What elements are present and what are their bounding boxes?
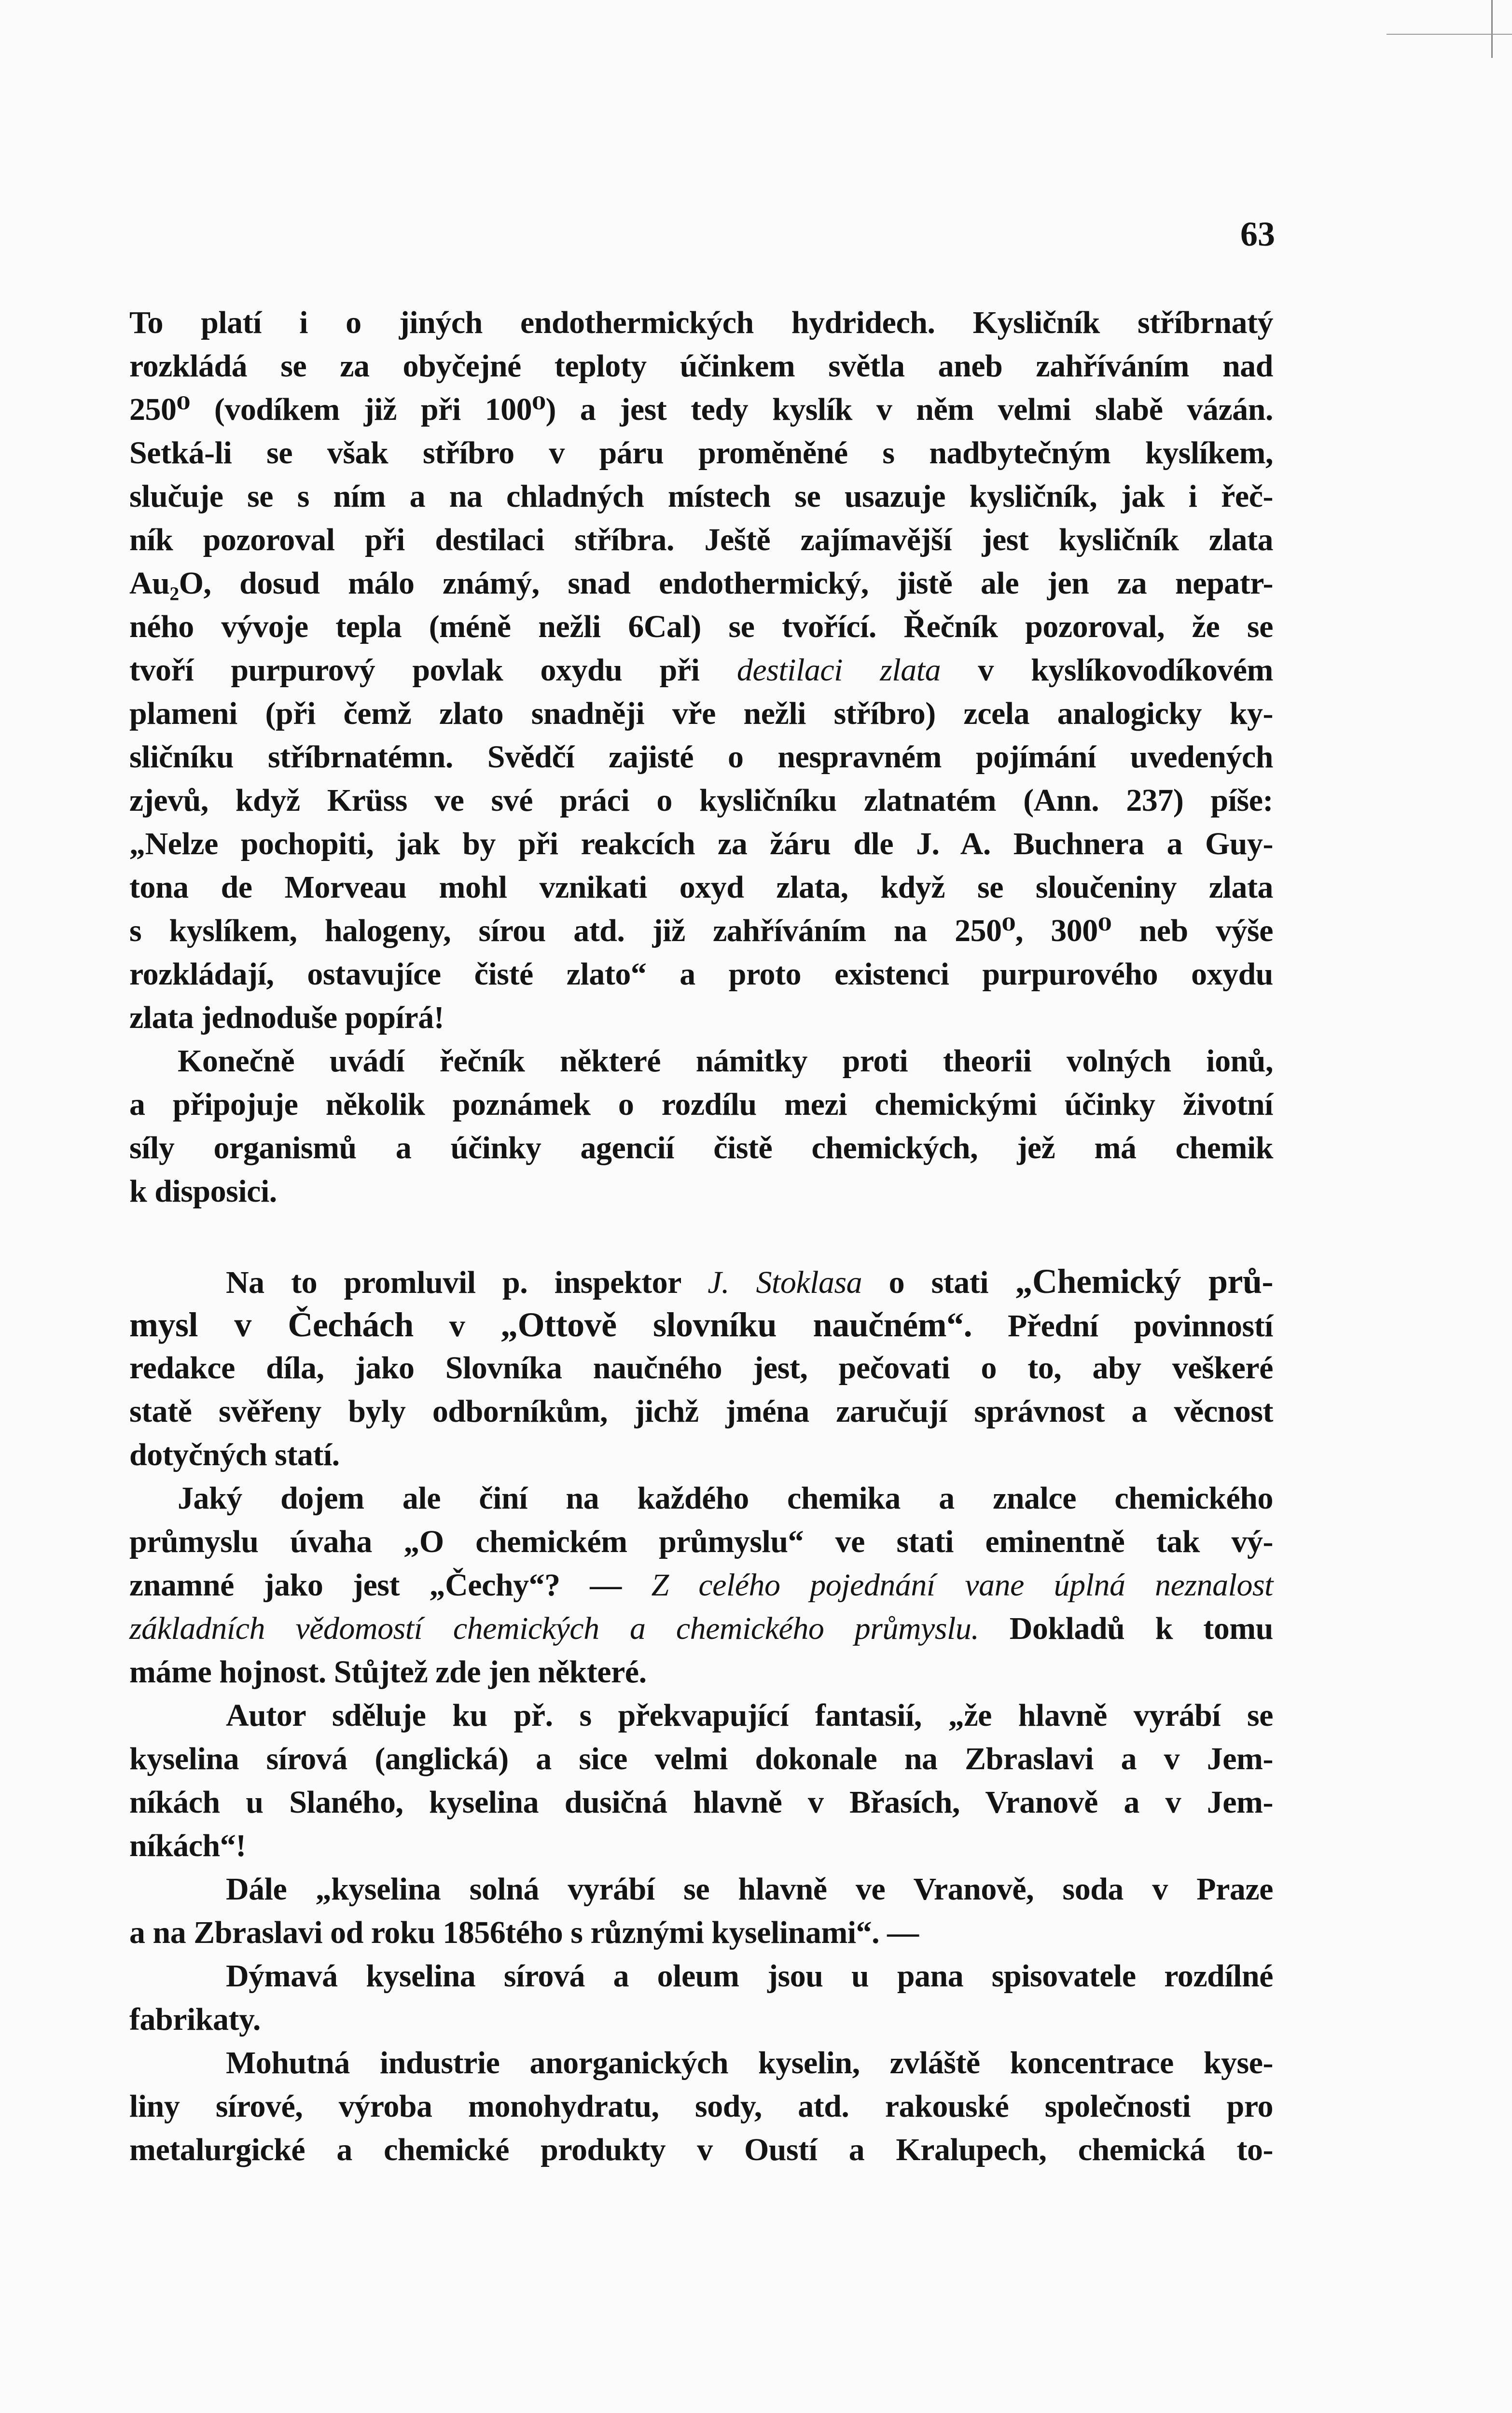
- text-segment: síly organismů a účinky agencií čistě chemických, jež má chemik: [129, 1130, 1273, 1165]
- text-segment: To platí i o jiných endothermických hydridech. Kysličník stříbrnatý: [129, 305, 1273, 340]
- text-line: [129, 518, 1273, 562]
- text-segment: tvoří purpurový povlak oxydu při: [129, 652, 737, 688]
- text-segment: Dokladů k tomu: [979, 1611, 1273, 1646]
- text-line: [129, 1390, 1273, 1433]
- text-segment: níkách u Slaného, kyselina dusičná hlavně v Břasích, Vranově a v Jem-: [129, 1785, 1273, 1820]
- text-segment: dotyčných statí.: [129, 1437, 340, 1472]
- text-line: [129, 735, 1273, 779]
- text-line: [226, 1260, 1273, 1303]
- text-line: [129, 1998, 1273, 2041]
- text-segment: metalurgické a chemické produkty v Oustí a Kralupech, chemická to-: [129, 2132, 1273, 2167]
- italic-text: destilaci zlata: [736, 652, 941, 688]
- text-segment: v: [413, 1308, 501, 1344]
- text-line: [226, 1868, 1273, 1911]
- text-line: [129, 1564, 1273, 1607]
- text-line: [226, 1955, 1273, 1998]
- text-segment: a na Zbraslavi od roku 1856tého s různými kyselinami“. —: [129, 1915, 919, 1950]
- text-segment: Autor sděluje ku př. s překvapující fantasií, „že hlavně vyrábí se: [226, 1698, 1273, 1733]
- text-line: [129, 1781, 1273, 1824]
- text-segment: v kyslíkovodíkovém: [941, 652, 1273, 688]
- text-line: [129, 301, 1273, 345]
- text-segment: níkách“!: [129, 1828, 246, 1863]
- text-line: [129, 909, 1273, 953]
- text-segment: sličníku stříbrnatémn. Svědčí zajisté o nespravném pojímání uvedených: [129, 739, 1273, 775]
- text-line: [129, 1737, 1273, 1781]
- text-line: [129, 2128, 1273, 2172]
- text-line: [129, 1607, 1273, 1650]
- text-line: [129, 1650, 1273, 1694]
- text-segment: slučuje se s ním a na chladných místech se usazuje kysličník, jak i řeč-: [129, 479, 1273, 514]
- bold-text: mysl v Čechách: [129, 1305, 414, 1344]
- bold-text: „Chemický prů-: [1015, 1262, 1273, 1301]
- italic-text: J. Stoklasa: [707, 1265, 862, 1300]
- text-segment: ník pozoroval při destilaci stříbra. Ještě zajímavější jest kysličník zlata: [129, 522, 1273, 557]
- text-line: [129, 605, 1273, 649]
- text-line: [129, 1170, 1273, 1213]
- text-line: [129, 562, 1273, 605]
- text-line: [129, 1911, 1273, 1955]
- text-segment: Mohutná industrie anorganických kyselin, zvláště koncentrace kyse-: [226, 2045, 1273, 2080]
- text-segment: Konečně uvádí řečník některé námitky proti theorii volných ionů,: [178, 1043, 1273, 1079]
- text-segment: ného vývoje tepla (méně nežli 6Cal) se tvořící. Řečník pozoroval, že se: [129, 609, 1273, 644]
- text-line: [129, 2085, 1273, 2128]
- text-segment: průmyslu úvaha „O chemickém průmyslu“ ve stati eminentně tak vý-: [129, 1524, 1273, 1559]
- text-segment: kyselina sírová (anglická) a sice velmi dokonale na Zbraslavi a v Jem-: [129, 1741, 1273, 1776]
- bold-text: „Ottově slovníku naučném“.: [500, 1305, 972, 1344]
- text-line: [129, 1303, 1273, 1346]
- text-segment: fabrikaty.: [129, 2002, 261, 2037]
- text-line: [226, 1694, 1273, 1737]
- scan-edge-artifact: [1387, 34, 1512, 35]
- italic-text: základních vědomostí chemických a chemického průmyslu.: [129, 1611, 979, 1646]
- text-line: [178, 1477, 1273, 1520]
- text-segment: a připojuje několik poznámek o rozdílu mezi chemickými účinky životní: [129, 1087, 1273, 1122]
- text-segment: zjevů, když Krüss ve své práci o kysličníku zlatnatém (Ann. 237) píše:: [129, 783, 1273, 818]
- text-segment: máme hojnost. Stůjtež zde jen některé.: [129, 1654, 647, 1690]
- text-line: [129, 431, 1273, 475]
- text-line: [129, 1346, 1273, 1390]
- text-segment: o stati: [862, 1265, 1015, 1300]
- text-segment: Dýmavá kyselina sírová a oleum jsou u pana spisovatele rozdílné: [226, 1958, 1273, 1994]
- text-segment: zlata jednoduše popírá!: [129, 1000, 444, 1035]
- text-segment: redakce díla, jako Slovníka naučného jest, pečovati o to, aby veškeré: [129, 1350, 1273, 1386]
- text-line: [129, 1433, 1273, 1477]
- text-line: [129, 692, 1273, 735]
- text-line: [129, 866, 1273, 909]
- text-segment: „Nelze pochopiti, jak by při reakcích za žáru dle J. A. Buchnera a Guy-: [129, 826, 1273, 861]
- text-line: [226, 2041, 1273, 2085]
- text-line: [129, 475, 1273, 518]
- text-line: [129, 822, 1273, 866]
- page-number: 63: [1240, 215, 1275, 253]
- page-header: [0, 212, 1512, 301]
- text-line: [129, 345, 1273, 388]
- text-segment: rozkládá se za obyčejné teploty účinkem světla aneb zahříváním nad: [129, 348, 1273, 384]
- text-segment: s kyslíkem, halogeny, sírou atd. již zahříváním na 250⁰, 300⁰ neb výše: [129, 913, 1273, 948]
- text-segment: 250⁰ (vodíkem již při 100⁰) a jest tedy kyslík v něm velmi slabě vázán.: [129, 392, 1273, 427]
- text-line: [129, 1520, 1273, 1564]
- text-segment: tona de Morveau mohl vznikati oxyd zlata, když se sloučeniny zlata: [129, 870, 1273, 905]
- text-segment: Na to promluvil p. inspektor: [226, 1265, 708, 1300]
- scan-edge-artifact: [1491, 0, 1493, 58]
- text-segment: znamné jako jest „Čechy“? —: [129, 1567, 652, 1603]
- text-segment: Jaký dojem ale činí na každého chemika a znalce chemického: [178, 1481, 1273, 1516]
- text-line: [129, 1083, 1273, 1126]
- text-line: [129, 953, 1273, 996]
- italic-text: Z celého pojednání vane úplná neznalost: [651, 1567, 1273, 1603]
- text-line: [129, 1126, 1273, 1170]
- text-segment: Setká-li se však stříbro v páru proměněné s nadbytečným kyslíkem,: [129, 435, 1273, 471]
- text-segment: Au₂O, dosud málo známý, snad endothermický, jistě ale jen za nepatr-: [129, 566, 1273, 601]
- text-line: [178, 1040, 1273, 1083]
- text-line: [129, 779, 1273, 822]
- text-segment: statě svěřeny byly odborníkům, jichž jména zaručují správnost a věcnost: [129, 1394, 1273, 1429]
- text-line: [129, 649, 1273, 692]
- text-segment: k disposici.: [129, 1174, 277, 1209]
- text-line: [129, 1824, 1273, 1868]
- text-segment: Dále „kyselina solná vyrábí se hlavně ve Vranově, soda v Praze: [226, 1872, 1273, 1907]
- text-line: [129, 996, 1273, 1040]
- text-segment: Přední povinností: [972, 1308, 1274, 1344]
- text-segment: plameni (při čemž zlato snadněji vře nežli stříbro) zcela analogicky ky-: [129, 696, 1273, 731]
- text-segment: liny sírové, výroba monohydratu, sody, atd. rakouské společnosti pro: [129, 2089, 1273, 2124]
- text-segment: rozkládají, ostavujíce čisté zlato“ a proto existenci purpurového oxydu: [129, 957, 1273, 992]
- text-line: [129, 388, 1273, 431]
- body-text: [0, 301, 1512, 2172]
